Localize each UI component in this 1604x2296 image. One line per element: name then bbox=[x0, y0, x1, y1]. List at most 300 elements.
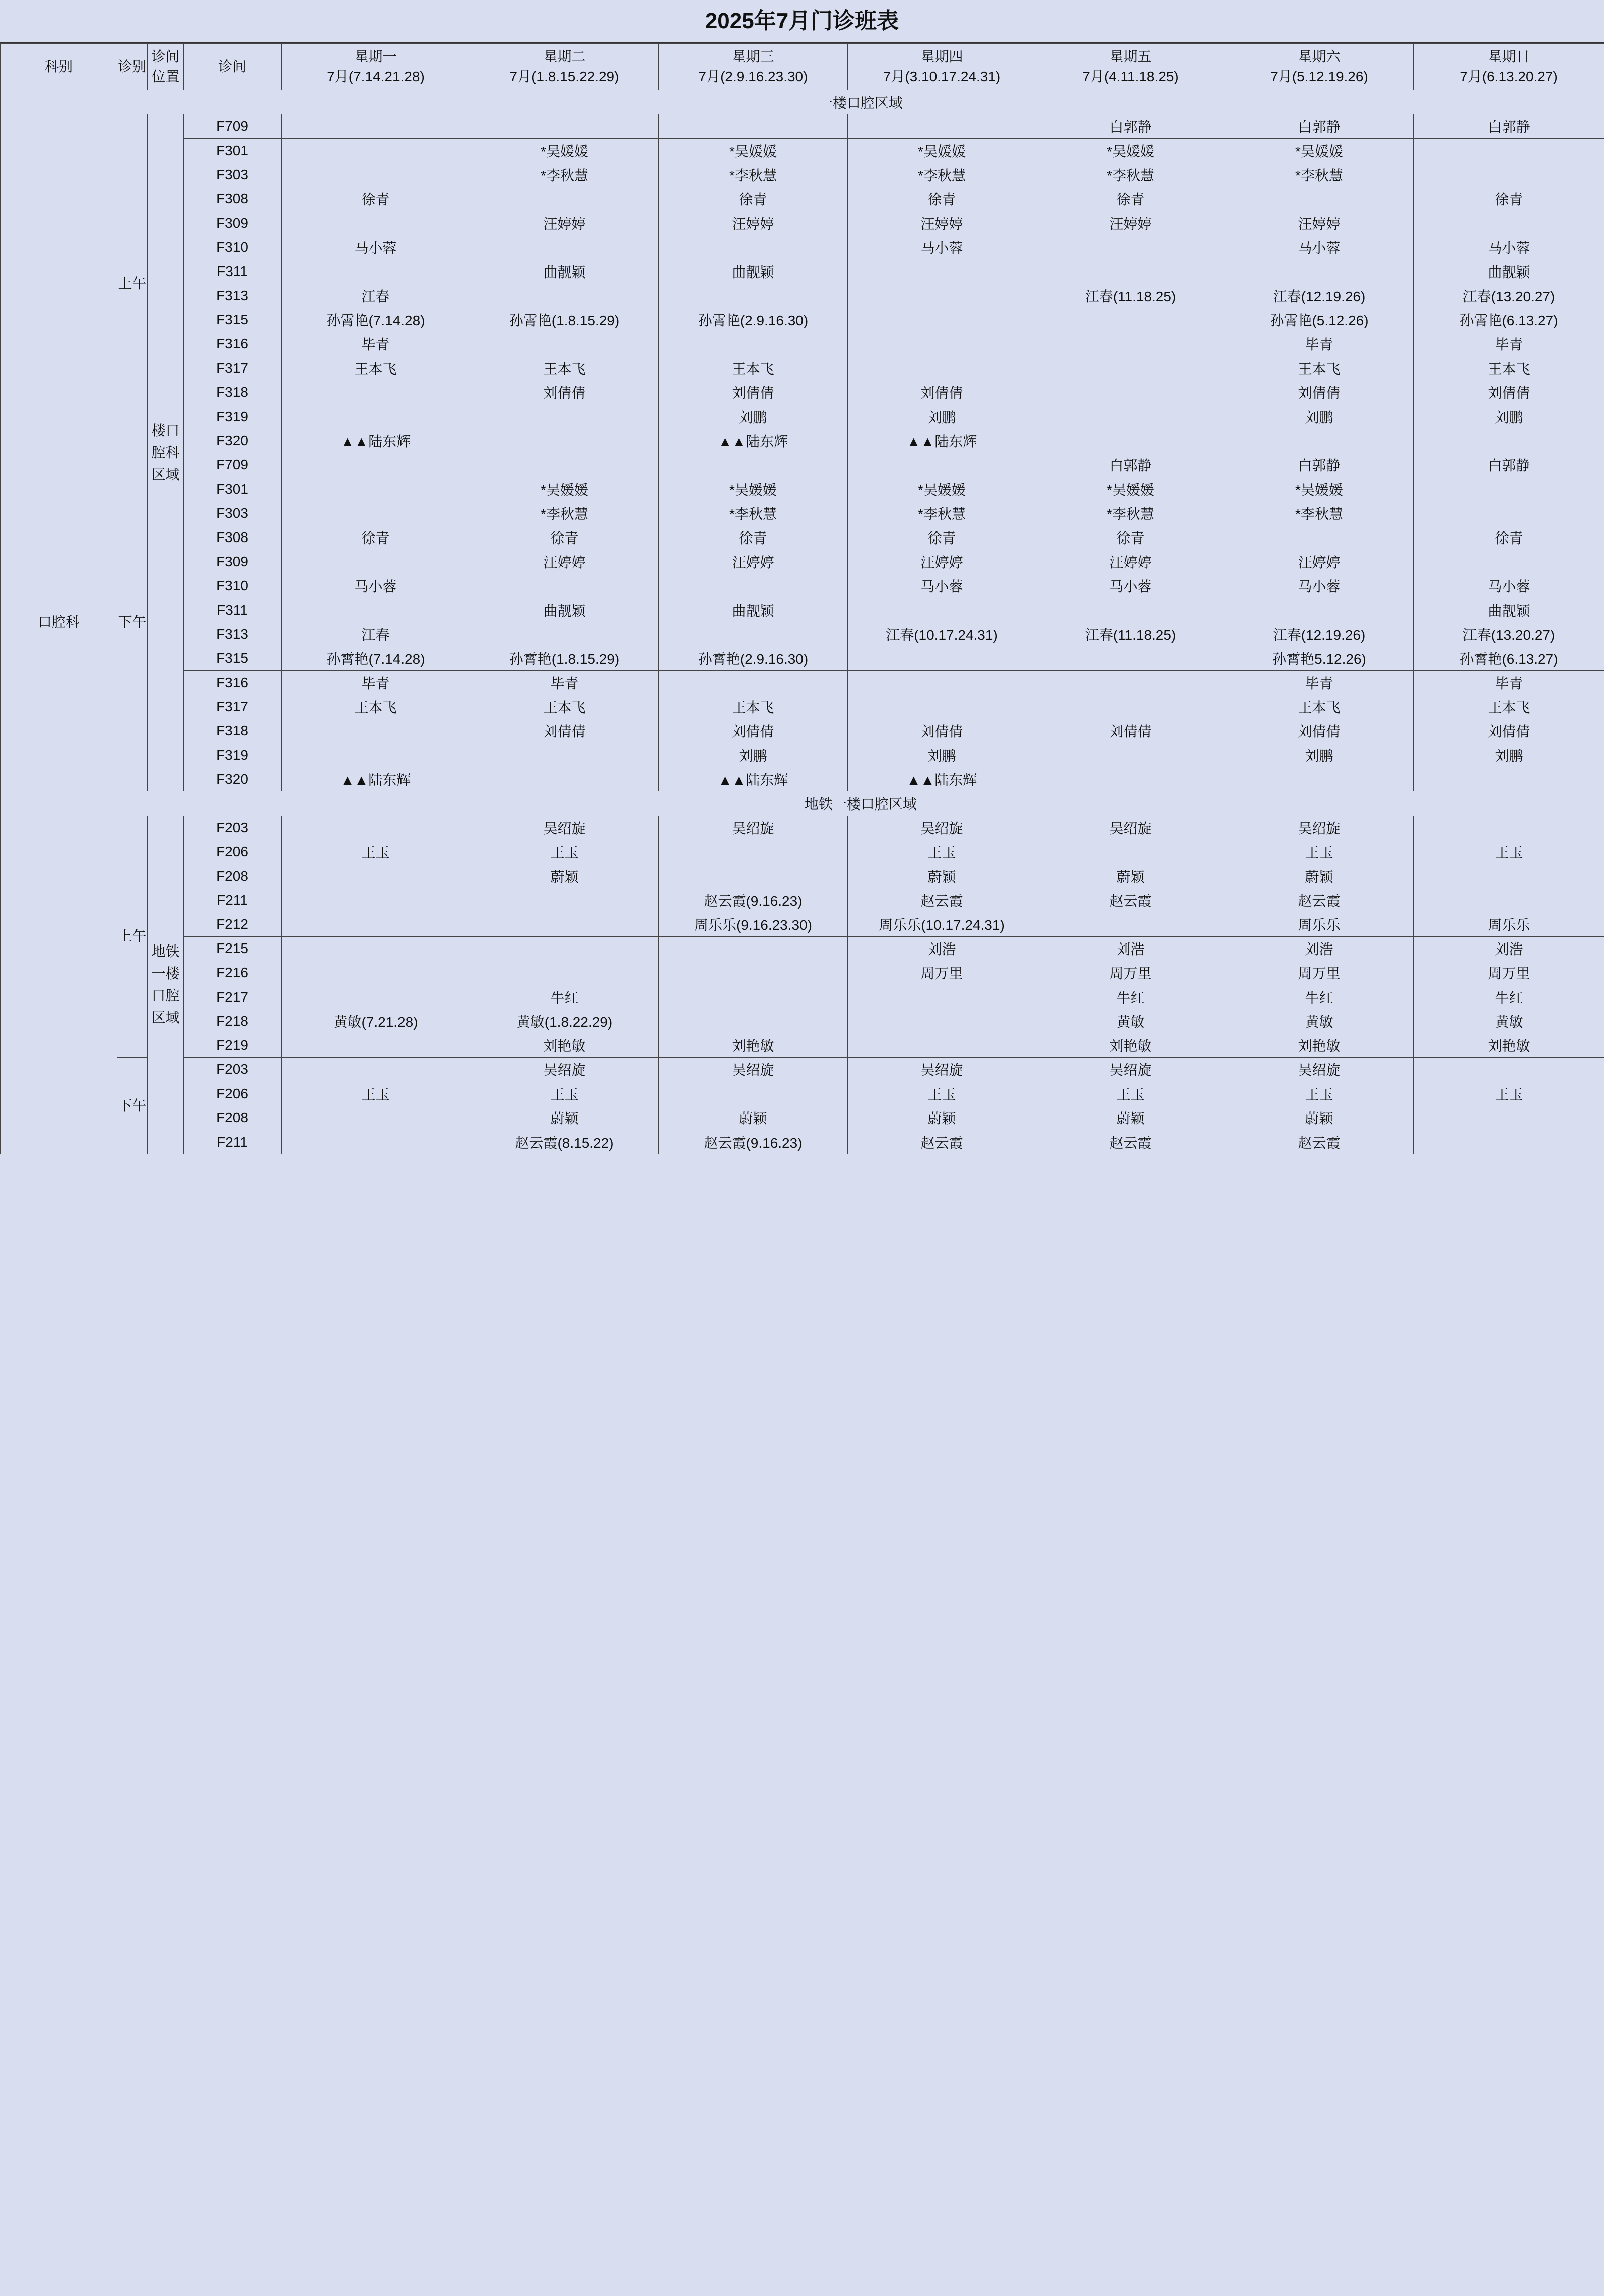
doctor-cell: 徐青 bbox=[659, 187, 848, 211]
doctor-cell: 曲靓颖 bbox=[1414, 259, 1604, 284]
doctor-cell bbox=[1225, 259, 1414, 284]
doctor-cell: 徐青 bbox=[282, 187, 470, 211]
doctor-cell: 牛红 bbox=[1414, 985, 1604, 1009]
doctor-cell: 刘鹏 bbox=[659, 743, 848, 767]
doctor-cell: 吴绍旋 bbox=[470, 816, 659, 840]
doctor-cell bbox=[848, 1033, 1036, 1057]
room-cell: F316 bbox=[184, 332, 282, 356]
doctor-cell: 刘倩倩 bbox=[470, 719, 659, 743]
table-row bbox=[1, 1082, 1604, 1106]
doctor-cell bbox=[848, 114, 1036, 139]
doctor-cell: 毕青 bbox=[1225, 670, 1414, 695]
doctor-cell: 王玉 bbox=[470, 1082, 659, 1106]
room-cell: F301 bbox=[184, 477, 282, 501]
doctor-cell: 曲靓颖 bbox=[659, 598, 848, 622]
doctor-cell: *吴媛媛 bbox=[848, 477, 1036, 501]
period-cell: 下午 bbox=[117, 1057, 148, 1154]
doctor-cell bbox=[470, 404, 659, 429]
doctor-cell: 吴绍旋 bbox=[1036, 1057, 1225, 1082]
doctor-cell: ▲▲陆东辉 bbox=[282, 767, 470, 791]
doctor-cell bbox=[282, 1033, 470, 1057]
doctor-cell: ▲▲陆东辉 bbox=[659, 767, 848, 791]
doctor-cell bbox=[470, 453, 659, 477]
doctor-cell: 周乐乐 bbox=[1414, 912, 1604, 936]
doctor-cell: 黄敏(1.8.22.29) bbox=[470, 1009, 659, 1033]
doctor-cell: 徐青 bbox=[282, 525, 470, 550]
doctor-cell bbox=[1225, 525, 1414, 550]
doctor-cell: 马小蓉 bbox=[1414, 235, 1604, 259]
doctor-cell bbox=[282, 114, 470, 139]
doctor-cell bbox=[1225, 187, 1414, 211]
doctor-cell: 江春 bbox=[282, 284, 470, 308]
doctor-cell: 江春(12.19.26) bbox=[1225, 622, 1414, 646]
doctor-cell bbox=[282, 1057, 470, 1082]
doctor-cell: 牛红 bbox=[470, 985, 659, 1009]
doctor-cell bbox=[282, 1106, 470, 1130]
doctor-cell: 赵云霞(9.16.23) bbox=[659, 888, 848, 912]
doctor-cell: *吴媛媛 bbox=[1225, 477, 1414, 501]
doctor-cell bbox=[659, 936, 848, 961]
doctor-cell bbox=[659, 332, 848, 356]
doctor-cell: 吴绍旋 bbox=[848, 816, 1036, 840]
doctor-cell: 刘倩倩 bbox=[470, 380, 659, 404]
room-cell: F709 bbox=[184, 453, 282, 477]
table-row bbox=[1, 1130, 1604, 1154]
doctor-cell bbox=[848, 259, 1036, 284]
table-row bbox=[1, 961, 1604, 985]
doctor-cell: 白郭静 bbox=[1225, 114, 1414, 139]
doctor-cell bbox=[1036, 429, 1225, 453]
doctor-cell: 江春(11.18.25) bbox=[1036, 622, 1225, 646]
doctor-cell: 蔚颖 bbox=[848, 864, 1036, 888]
doctor-cell bbox=[848, 308, 1036, 332]
doctor-cell: 毕青 bbox=[1414, 332, 1604, 356]
room-cell: F311 bbox=[184, 259, 282, 284]
doctor-cell: *吴媛媛 bbox=[659, 139, 848, 163]
doctor-cell: 王玉 bbox=[282, 1082, 470, 1106]
doctor-cell: 吴绍旋 bbox=[1225, 816, 1414, 840]
doctor-cell: 王玉 bbox=[470, 840, 659, 864]
doctor-cell: 徐青 bbox=[1414, 525, 1604, 550]
doctor-cell: 赵云霞 bbox=[848, 888, 1036, 912]
doctor-cell bbox=[470, 767, 659, 791]
doctor-cell: 吴绍旋 bbox=[1225, 1057, 1414, 1082]
table-row bbox=[1, 114, 1604, 139]
room-cell: F303 bbox=[184, 163, 282, 187]
room-cell: F219 bbox=[184, 1033, 282, 1057]
doctor-cell bbox=[848, 284, 1036, 308]
doctor-cell: ▲▲陆东辉 bbox=[659, 429, 848, 453]
doctor-cell bbox=[659, 985, 848, 1009]
room-cell: F217 bbox=[184, 985, 282, 1009]
period-cell: 下午 bbox=[117, 453, 148, 791]
doctor-cell: 蔚颖 bbox=[1036, 1106, 1225, 1130]
room-cell: F319 bbox=[184, 743, 282, 767]
table-row bbox=[1, 646, 1604, 670]
table-row bbox=[1, 163, 1604, 187]
doctor-cell bbox=[282, 936, 470, 961]
table-row bbox=[1, 259, 1604, 284]
doctor-cell: 蔚颖 bbox=[1225, 1106, 1414, 1130]
doctor-cell: *吴媛媛 bbox=[1225, 139, 1414, 163]
doctor-cell bbox=[1414, 139, 1604, 163]
doctor-cell: 孙霄艳(2.9.16.30) bbox=[659, 308, 848, 332]
doctor-cell: 周万里 bbox=[1225, 961, 1414, 985]
table-row bbox=[1, 574, 1604, 598]
doctor-cell bbox=[659, 670, 848, 695]
table-row bbox=[1, 525, 1604, 550]
table-row bbox=[1, 1057, 1604, 1082]
doctor-cell: 孙霄艳5.12.26) bbox=[1225, 646, 1414, 670]
doctor-cell: 曲靓颖 bbox=[659, 259, 848, 284]
doctor-cell bbox=[848, 598, 1036, 622]
doctor-cell: *李秋慧 bbox=[848, 501, 1036, 525]
doctor-cell: 王本飞 bbox=[659, 356, 848, 380]
doctor-cell bbox=[659, 284, 848, 308]
doctor-cell: 王本飞 bbox=[1225, 356, 1414, 380]
room-cell: F212 bbox=[184, 912, 282, 936]
table-row bbox=[1, 1033, 1604, 1057]
doctor-cell bbox=[282, 864, 470, 888]
doctor-cell bbox=[470, 332, 659, 356]
doctor-cell bbox=[1414, 550, 1604, 574]
doctor-cell bbox=[470, 235, 659, 259]
doctor-cell: 孙霄艳(7.14.28) bbox=[282, 308, 470, 332]
doctor-cell: 刘倩倩 bbox=[848, 380, 1036, 404]
header-row bbox=[1, 44, 1604, 90]
doctor-cell: 刘艳敏 bbox=[1225, 1033, 1414, 1057]
doctor-cell: 孙霄艳(6.13.27) bbox=[1414, 646, 1604, 670]
doctor-cell: 马小蓉 bbox=[1036, 574, 1225, 598]
header-day: 星期日 7月(6.13.20.27) bbox=[1414, 44, 1604, 90]
doctor-cell: 黄敏(7.21.28) bbox=[282, 1009, 470, 1033]
doctor-cell: *李秋慧 bbox=[659, 163, 848, 187]
doctor-cell: 黄敏 bbox=[1414, 1009, 1604, 1033]
doctor-cell: 刘艳敏 bbox=[470, 1033, 659, 1057]
header-day: 星期四 7月(3.10.17.24.31) bbox=[848, 44, 1036, 90]
doctor-cell: 刘倩倩 bbox=[659, 719, 848, 743]
doctor-cell: 王本飞 bbox=[282, 695, 470, 719]
doctor-cell: 王本飞 bbox=[1414, 695, 1604, 719]
doctor-cell: 江春(10.17.24.31) bbox=[848, 622, 1036, 646]
doctor-cell: 江春(13.20.27) bbox=[1414, 622, 1604, 646]
doctor-cell: 王玉 bbox=[282, 840, 470, 864]
doctor-cell bbox=[470, 574, 659, 598]
doctor-cell: 王玉 bbox=[848, 1082, 1036, 1106]
doctor-cell: 蔚颖 bbox=[1225, 864, 1414, 888]
doctor-cell: 蔚颖 bbox=[848, 1106, 1036, 1130]
doctor-cell bbox=[282, 719, 470, 743]
doctor-cell bbox=[282, 550, 470, 574]
doctor-cell: 王本飞 bbox=[470, 356, 659, 380]
doctor-cell: 马小蓉 bbox=[848, 574, 1036, 598]
doctor-cell bbox=[282, 501, 470, 525]
doctor-cell bbox=[1036, 259, 1225, 284]
room-cell: F203 bbox=[184, 816, 282, 840]
room-cell: F309 bbox=[184, 550, 282, 574]
doctor-cell bbox=[1414, 864, 1604, 888]
table-row bbox=[1, 767, 1604, 791]
doctor-cell bbox=[659, 864, 848, 888]
doctor-cell bbox=[1414, 1106, 1604, 1130]
doctor-cell bbox=[282, 380, 470, 404]
doctor-cell: 徐青 bbox=[470, 525, 659, 550]
doctor-cell bbox=[1036, 308, 1225, 332]
doctor-cell: 黄敏 bbox=[1225, 1009, 1414, 1033]
doctor-cell: 周万里 bbox=[848, 961, 1036, 985]
doctor-cell bbox=[659, 1009, 848, 1033]
doctor-cell bbox=[1225, 767, 1414, 791]
doctor-cell: 刘鹏 bbox=[848, 404, 1036, 429]
doctor-cell: 周乐乐 bbox=[1225, 912, 1414, 936]
doctor-cell bbox=[282, 163, 470, 187]
doctor-cell bbox=[470, 936, 659, 961]
doctor-cell: *李秋慧 bbox=[1225, 163, 1414, 187]
table-row bbox=[1, 888, 1604, 912]
doctor-cell bbox=[1414, 163, 1604, 187]
room-cell: F317 bbox=[184, 695, 282, 719]
doctor-cell: 蔚颖 bbox=[659, 1106, 848, 1130]
table-row bbox=[1, 622, 1604, 646]
doctor-cell bbox=[1414, 816, 1604, 840]
doctor-cell: 徐青 bbox=[848, 525, 1036, 550]
doctor-cell: 孙霄艳(2.9.16.30) bbox=[659, 646, 848, 670]
table-row bbox=[1, 235, 1604, 259]
room-cell: F315 bbox=[184, 646, 282, 670]
room-cell: F211 bbox=[184, 888, 282, 912]
doctor-cell: 曲靓颖 bbox=[1414, 598, 1604, 622]
doctor-cell bbox=[848, 670, 1036, 695]
header-zb: 诊别 bbox=[117, 44, 148, 90]
room-cell: F709 bbox=[184, 114, 282, 139]
room-cell: F211 bbox=[184, 1130, 282, 1154]
doctor-cell: 徐青 bbox=[848, 187, 1036, 211]
doctor-cell: 孙霄艳(6.13.27) bbox=[1414, 308, 1604, 332]
doctor-cell bbox=[282, 259, 470, 284]
doctor-cell: 孙霄艳(5.12.26) bbox=[1225, 308, 1414, 332]
doctor-cell: 刘鹏 bbox=[1225, 404, 1414, 429]
doctor-cell: 刘浩 bbox=[1036, 936, 1225, 961]
room-cell: F320 bbox=[184, 429, 282, 453]
doctor-cell bbox=[1036, 646, 1225, 670]
room-cell: F208 bbox=[184, 864, 282, 888]
doctor-cell: 刘鹏 bbox=[1414, 404, 1604, 429]
doctor-cell: 汪婷婷 bbox=[659, 211, 848, 235]
room-cell: F308 bbox=[184, 525, 282, 550]
doctor-cell: 蔚颖 bbox=[470, 864, 659, 888]
doctor-cell bbox=[659, 453, 848, 477]
doctor-cell: *李秋慧 bbox=[1036, 501, 1225, 525]
doctor-cell: 吴绍旋 bbox=[659, 1057, 848, 1082]
doctor-cell: 白郭静 bbox=[1036, 453, 1225, 477]
doctor-cell: 吴绍旋 bbox=[1036, 816, 1225, 840]
table-row bbox=[1, 719, 1604, 743]
doctor-cell: 刘鹏 bbox=[848, 743, 1036, 767]
doctor-cell bbox=[470, 114, 659, 139]
table-row bbox=[1, 1106, 1604, 1130]
doctor-cell bbox=[848, 985, 1036, 1009]
doctor-cell: 刘浩 bbox=[848, 936, 1036, 961]
dept-cell: 口腔科 bbox=[1, 90, 117, 1154]
page-title: 2025年7月门诊班表 bbox=[0, 0, 1604, 43]
doctor-cell: 徐青 bbox=[1036, 525, 1225, 550]
doctor-cell: 刘倩倩 bbox=[659, 380, 848, 404]
doctor-cell: *李秋慧 bbox=[1225, 501, 1414, 525]
doctor-cell bbox=[1036, 404, 1225, 429]
doctor-cell: 刘浩 bbox=[1414, 936, 1604, 961]
doctor-cell: 王玉 bbox=[1225, 1082, 1414, 1106]
doctor-cell bbox=[1225, 598, 1414, 622]
doctor-cell: 徐青 bbox=[659, 525, 848, 550]
doctor-cell: *李秋慧 bbox=[659, 501, 848, 525]
doctor-cell: 王玉 bbox=[1225, 840, 1414, 864]
table-row bbox=[1, 139, 1604, 163]
doctor-cell bbox=[848, 646, 1036, 670]
doctor-cell bbox=[659, 235, 848, 259]
doctor-cell: 刘浩 bbox=[1225, 936, 1414, 961]
doctor-cell: 周乐乐(9.16.23.30) bbox=[659, 912, 848, 936]
doctor-cell: *吴媛媛 bbox=[470, 139, 659, 163]
room-cell: F319 bbox=[184, 404, 282, 429]
table-row bbox=[1, 840, 1604, 864]
doctor-cell: 曲靓颖 bbox=[470, 259, 659, 284]
doctor-cell: 刘艳敏 bbox=[659, 1033, 848, 1057]
table-row bbox=[1, 429, 1604, 453]
doctor-cell: 刘倩倩 bbox=[848, 719, 1036, 743]
doctor-cell: *李秋慧 bbox=[470, 501, 659, 525]
doctor-cell bbox=[282, 404, 470, 429]
doctor-cell bbox=[1036, 356, 1225, 380]
doctor-cell bbox=[659, 114, 848, 139]
doctor-cell: 汪婷婷 bbox=[1036, 211, 1225, 235]
doctor-cell: 王本飞 bbox=[659, 695, 848, 719]
doctor-cell: 周万里 bbox=[1414, 961, 1604, 985]
doctor-cell: 吴绍旋 bbox=[848, 1057, 1036, 1082]
doctor-cell: 白郭静 bbox=[1414, 114, 1604, 139]
table-row bbox=[1, 985, 1604, 1009]
table-row bbox=[1, 284, 1604, 308]
room-cell: F301 bbox=[184, 139, 282, 163]
doctor-cell: 白郭静 bbox=[1225, 453, 1414, 477]
doctor-cell bbox=[282, 477, 470, 501]
doctor-cell: 汪婷婷 bbox=[1225, 211, 1414, 235]
section-header-row bbox=[1, 791, 1604, 816]
doctor-cell: *吴媛媛 bbox=[848, 139, 1036, 163]
doctor-cell: 王本飞 bbox=[282, 356, 470, 380]
doctor-cell: *吴媛媛 bbox=[1036, 139, 1225, 163]
doctor-cell: 周万里 bbox=[1036, 961, 1225, 985]
doctor-cell: 汪婷婷 bbox=[470, 211, 659, 235]
doctor-cell bbox=[1414, 1057, 1604, 1082]
doctor-cell: *李秋慧 bbox=[1036, 163, 1225, 187]
doctor-cell bbox=[282, 912, 470, 936]
doctor-cell: *吴媛媛 bbox=[470, 477, 659, 501]
doctor-cell bbox=[282, 211, 470, 235]
doctor-cell: 毕青 bbox=[1225, 332, 1414, 356]
header-dept: 科别 bbox=[1, 44, 117, 90]
doctor-cell: 江春(12.19.26) bbox=[1225, 284, 1414, 308]
doctor-cell bbox=[1414, 211, 1604, 235]
doctor-cell: *李秋慧 bbox=[848, 163, 1036, 187]
doctor-cell bbox=[848, 1009, 1036, 1033]
room-cell: F203 bbox=[184, 1057, 282, 1082]
doctor-cell: 王玉 bbox=[1036, 1082, 1225, 1106]
doctor-cell bbox=[470, 743, 659, 767]
table-row bbox=[1, 501, 1604, 525]
doctor-cell: ▲▲陆东辉 bbox=[848, 767, 1036, 791]
table-row bbox=[1, 453, 1604, 477]
doctor-cell: 马小蓉 bbox=[282, 574, 470, 598]
header-room: 诊间 bbox=[184, 44, 282, 90]
doctor-cell: ▲▲陆东辉 bbox=[848, 429, 1036, 453]
table-row bbox=[1, 743, 1604, 767]
doctor-cell bbox=[1036, 840, 1225, 864]
room-cell: F215 bbox=[184, 936, 282, 961]
table-row bbox=[1, 332, 1604, 356]
doctor-cell bbox=[1414, 429, 1604, 453]
period-cell: 上午 bbox=[117, 816, 148, 1057]
doctor-cell bbox=[1036, 695, 1225, 719]
doctor-cell: 周乐乐(10.17.24.31) bbox=[848, 912, 1036, 936]
doctor-cell bbox=[282, 816, 470, 840]
doctor-cell bbox=[1414, 501, 1604, 525]
doctor-cell bbox=[848, 695, 1036, 719]
doctor-cell: 王玉 bbox=[1414, 840, 1604, 864]
room-cell: F310 bbox=[184, 235, 282, 259]
room-cell: F318 bbox=[184, 380, 282, 404]
section-header-row bbox=[1, 90, 1604, 114]
doctor-cell bbox=[282, 985, 470, 1009]
doctor-cell: 毕青 bbox=[1414, 670, 1604, 695]
doctor-cell bbox=[1414, 477, 1604, 501]
doctor-cell: 刘倩倩 bbox=[1414, 719, 1604, 743]
doctor-cell bbox=[659, 961, 848, 985]
doctor-cell: 徐青 bbox=[1036, 187, 1225, 211]
doctor-cell: *李秋慧 bbox=[470, 163, 659, 187]
room-cell: F208 bbox=[184, 1106, 282, 1130]
doctor-cell: 赵云霞 bbox=[1225, 888, 1414, 912]
doctor-cell: 马小蓉 bbox=[1225, 574, 1414, 598]
table-row bbox=[1, 598, 1604, 622]
doctor-cell: 赵云霞(9.16.23) bbox=[659, 1130, 848, 1154]
doctor-cell bbox=[1414, 1130, 1604, 1154]
doctor-cell bbox=[470, 622, 659, 646]
doctor-cell: ▲▲陆东辉 bbox=[282, 429, 470, 453]
table-row bbox=[1, 912, 1604, 936]
doctor-cell: 白郭静 bbox=[1036, 114, 1225, 139]
table-row bbox=[1, 670, 1604, 695]
doctor-cell bbox=[1036, 912, 1225, 936]
table-row bbox=[1, 936, 1604, 961]
doctor-cell bbox=[1225, 429, 1414, 453]
doctor-cell: 刘倩倩 bbox=[1414, 380, 1604, 404]
doctor-cell: 刘倩倩 bbox=[1036, 719, 1225, 743]
room-cell: F317 bbox=[184, 356, 282, 380]
doctor-cell bbox=[282, 743, 470, 767]
doctor-cell: 刘鹏 bbox=[1414, 743, 1604, 767]
doctor-cell: 蔚颖 bbox=[470, 1106, 659, 1130]
doctor-cell: 王玉 bbox=[848, 840, 1036, 864]
doctor-cell bbox=[848, 356, 1036, 380]
doctor-cell: 赵云霞 bbox=[1036, 1130, 1225, 1154]
doctor-cell: 汪婷婷 bbox=[1036, 550, 1225, 574]
room-cell: F315 bbox=[184, 308, 282, 332]
doctor-cell bbox=[470, 284, 659, 308]
doctor-cell: 赵云霞(8.15.22) bbox=[470, 1130, 659, 1154]
doctor-cell bbox=[848, 453, 1036, 477]
room-cell: F310 bbox=[184, 574, 282, 598]
doctor-cell: 黄敏 bbox=[1036, 1009, 1225, 1033]
